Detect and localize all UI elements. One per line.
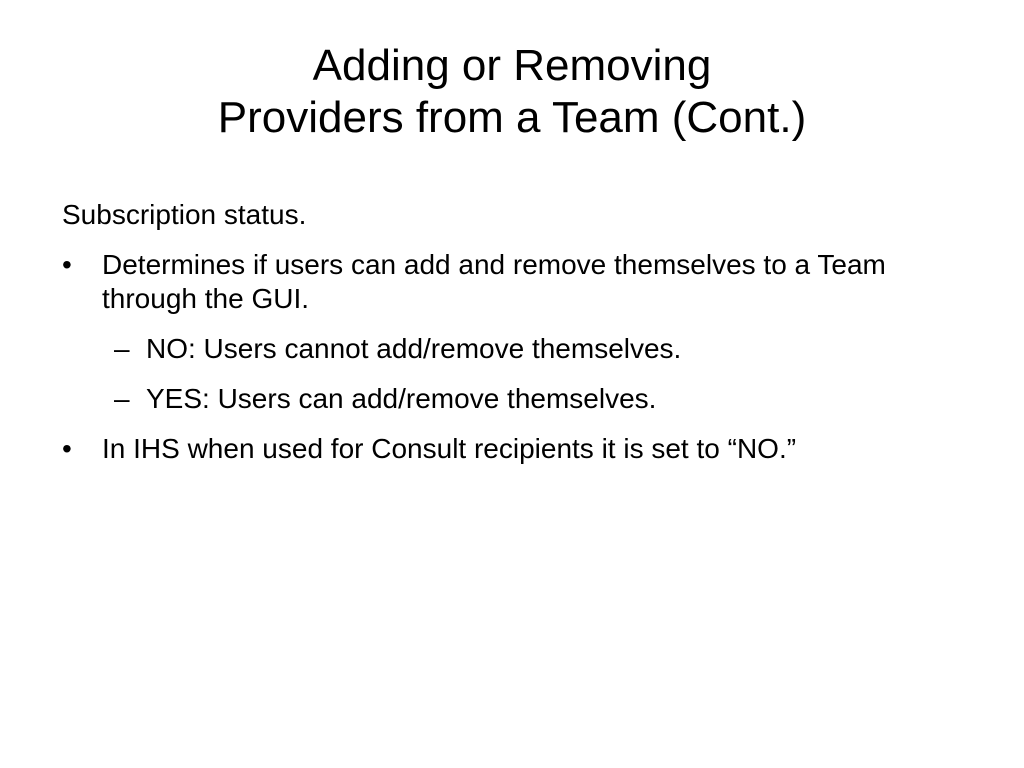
bullet-item-2: [62, 432, 982, 466]
title-line-2: Providers from a Team (Cont.): [217, 93, 807, 142]
bullet-item-1: [62, 248, 982, 316]
dash-marker: –: [114, 333, 130, 364]
sub-item-2: [62, 382, 982, 416]
bullet-marker: •: [62, 433, 72, 464]
intro-text: Subscription status.: [62, 199, 307, 230]
bullet-marker: •: [62, 249, 72, 280]
bullet-text-2: In IHS when used for Consult recipients it is set to “NO.”: [102, 433, 797, 464]
sub-item-1: [62, 332, 982, 366]
title-line-1: Adding or Removing: [312, 41, 712, 90]
dash-marker: –: [114, 383, 130, 414]
slide-title: [0, 40, 1024, 144]
sub-text-2: YES: Users can add/remove themselves.: [146, 383, 657, 414]
slide-body: [62, 198, 982, 482]
sub-text-1: NO: Users cannot add/remove themselves.: [146, 333, 682, 364]
bullet-text-1: Determines if users can add and remove themselves to a Team through the GUI.: [102, 249, 886, 314]
